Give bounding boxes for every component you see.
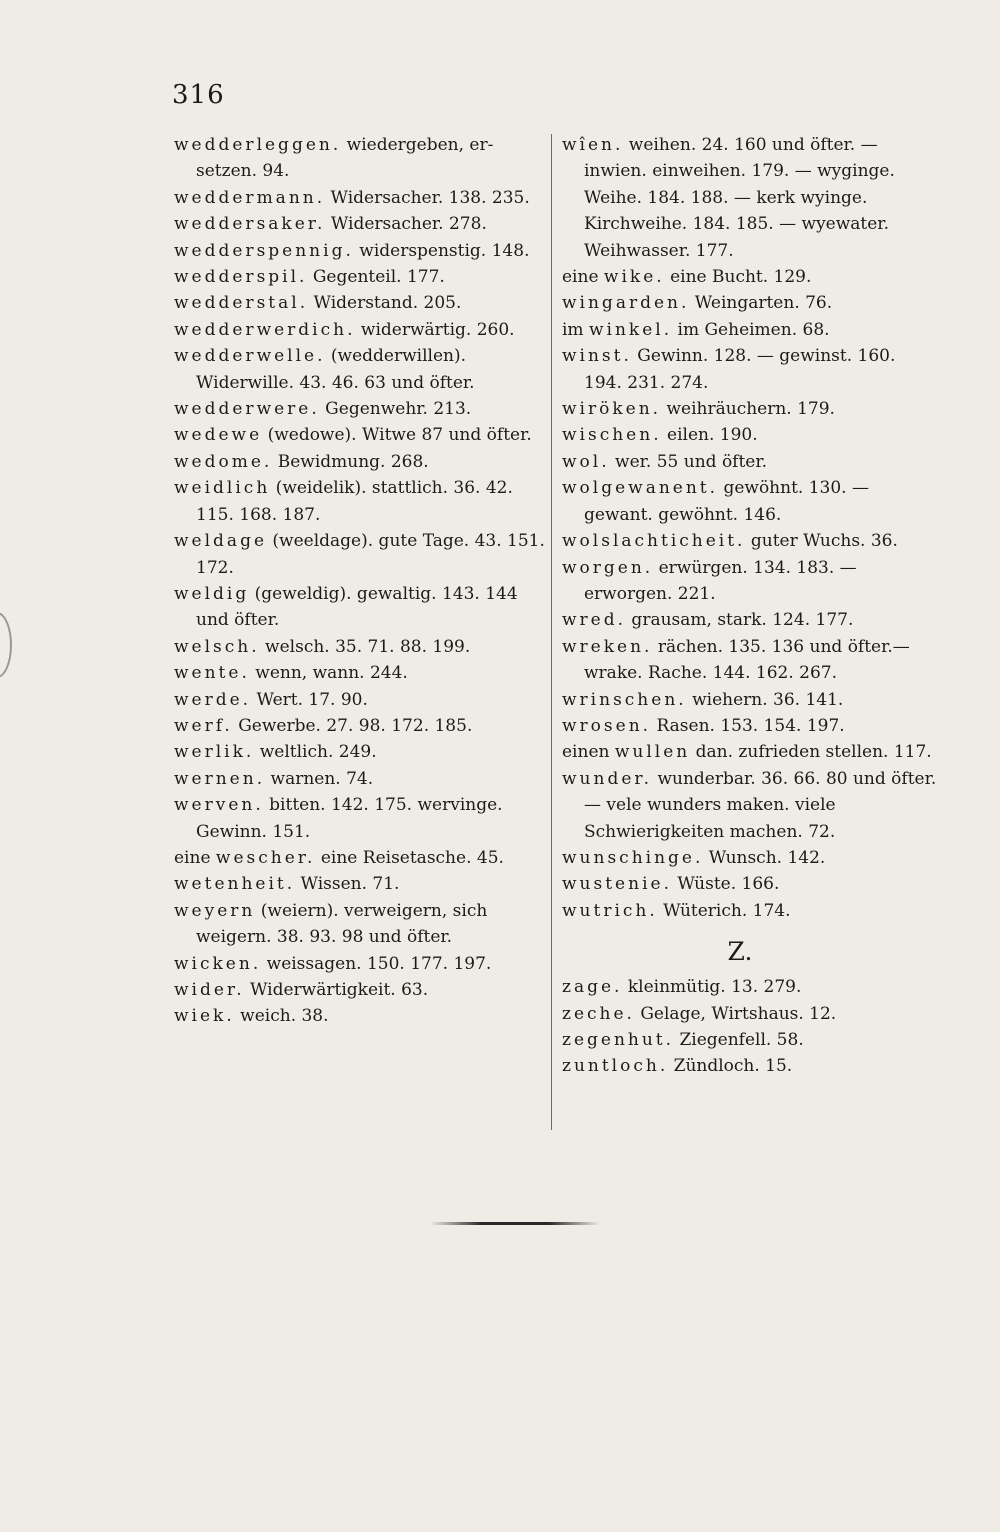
entry-headword: wernen. xyxy=(174,768,266,789)
entry-headword: wunschinge. xyxy=(562,847,704,868)
entry-headword: wike. xyxy=(603,267,665,288)
entry-headword: wreken. xyxy=(562,636,653,657)
section-z-entries xyxy=(562,974,938,1080)
entry-gloss: wiedergeben, er-setzen. 94. xyxy=(196,135,494,182)
entry-gloss: rächen. 135. 136 und öfter.— wrake. Rache. 144. 162. 267. xyxy=(584,636,910,684)
page-edge-mark xyxy=(0,612,12,678)
entry-gloss: Gegenteil. 177. xyxy=(307,267,445,288)
right-column xyxy=(562,132,938,1080)
entry-headword: wrosen. xyxy=(562,715,652,736)
index-entry xyxy=(174,739,546,765)
index-entry xyxy=(562,475,938,528)
index-entry xyxy=(174,581,546,634)
index-entry xyxy=(174,660,546,686)
index-entry xyxy=(562,396,938,422)
entry-headword: wedderwere. xyxy=(174,399,320,420)
section-heading: Z. xyxy=(727,937,753,967)
entry-headword: wiek. xyxy=(174,1006,235,1027)
entry-gloss: widerwärtig. 260. xyxy=(355,319,515,340)
entry-headword: winst. xyxy=(562,346,632,367)
index-entry xyxy=(562,1053,938,1079)
entry-headword: zeche. xyxy=(562,1003,635,1024)
entry-gloss: wunderbar. 36. 66. 80 und öfter. — vele wunders maken. viele Schwierigkeiten machen. 72. xyxy=(584,768,937,842)
entry-prefix: eine xyxy=(562,267,604,288)
index-entry xyxy=(562,871,938,897)
entry-prefix: im xyxy=(562,319,589,340)
entry-gloss: Gelage, Wirtshaus. 12. xyxy=(634,1003,837,1024)
entry-headword: wedderleggen. xyxy=(174,135,342,155)
entry-gloss: wenn, wann. 244. xyxy=(249,663,408,684)
index-entry xyxy=(174,634,546,660)
entry-gloss: (weeldage). gute Tage. 43. 151. 172. xyxy=(196,531,545,578)
index-entry xyxy=(174,422,546,448)
index-entry xyxy=(174,713,546,739)
index-entry xyxy=(562,290,938,316)
entry-headword: wescher. xyxy=(215,847,316,868)
entry-gloss: (wedderwillen). Widerwille. 43. 46. 63 und öfter. xyxy=(196,346,475,393)
entry-headword: wedderwelle. xyxy=(174,346,326,367)
entry-headword: weldage xyxy=(174,531,268,552)
entry-headword: wunder. xyxy=(562,768,653,789)
entry-gloss: widerspenstig. 148. xyxy=(353,240,530,261)
index-entry xyxy=(562,449,938,475)
index-entry xyxy=(174,951,546,977)
entry-headword: wedderstal. xyxy=(174,293,309,314)
index-entry xyxy=(174,132,546,185)
index-entry xyxy=(174,845,546,871)
entry-gloss: kleinmütig. 13. 279. xyxy=(622,977,802,998)
index-entry xyxy=(562,713,938,739)
entry-headword: wustenie. xyxy=(562,874,672,895)
index-entry xyxy=(562,607,938,633)
index-entry xyxy=(174,238,546,264)
index-entry xyxy=(174,898,546,951)
entry-gloss: Wüterich. 174. xyxy=(657,900,791,921)
entry-headword: wol. xyxy=(562,451,610,472)
entry-headword: wider. xyxy=(174,980,245,1000)
index-entry xyxy=(174,871,546,897)
entry-gloss: Widersacher. 138. 235. xyxy=(325,187,530,208)
index-entry xyxy=(562,264,938,290)
entry-gloss: eine Reisetasche. 45. xyxy=(315,847,504,868)
index-entry xyxy=(174,528,546,581)
entry-headword: wedewe xyxy=(174,425,263,446)
index-entry xyxy=(562,687,938,713)
entry-gloss: Gewinn. 128. — gewinst. 160. 194. 231. 274. xyxy=(584,346,896,393)
entry-gloss: Zündloch. 15. xyxy=(668,1056,793,1077)
index-entry xyxy=(174,185,546,211)
entry-gloss: (weiern). verweigern, sich weigern. 38. 93. 98 und öfter. xyxy=(196,900,488,948)
index-entry xyxy=(562,974,938,1000)
entry-headword: wullen xyxy=(614,742,691,763)
entry-gloss: (wedowe). Witwe 87 und öfter. xyxy=(262,425,532,446)
entry-gloss: warnen. 74. xyxy=(265,768,374,789)
entry-gloss: erwürgen. 134. 183. — erworgen. 221. xyxy=(584,557,857,604)
index-entry xyxy=(562,132,938,264)
entry-headword: wedderspennig. xyxy=(174,240,354,261)
entry-headword: wetenheit. xyxy=(174,874,296,895)
index-entry xyxy=(174,343,546,396)
entry-headword: wred. xyxy=(562,610,627,631)
entry-headword: wedome. xyxy=(174,451,273,472)
entry-headword: wutrich. xyxy=(562,900,658,921)
index-entry xyxy=(174,475,546,528)
entry-gloss: weich. 38. xyxy=(234,1006,329,1027)
entry-headword: zegenhut. xyxy=(562,1030,675,1050)
index-entry xyxy=(174,1003,546,1029)
entry-headword: zage. xyxy=(562,977,623,998)
index-entry xyxy=(174,766,546,792)
index-entry xyxy=(562,528,938,554)
entry-headword: wedderspil. xyxy=(174,267,308,288)
entry-gloss: Widerstand. 205. xyxy=(308,293,462,314)
entry-headword: wischen. xyxy=(562,425,662,446)
entry-gloss: (geweldig). gewaltig. 143. 144 und öfter. xyxy=(196,583,518,631)
entry-gloss: wiehern. 36. 141. xyxy=(686,689,844,710)
entry-gloss: weltlich. 249. xyxy=(254,742,377,763)
entry-gloss: grausam, stark. 124. 177. xyxy=(626,610,854,631)
entry-gloss: Wunsch. 142. xyxy=(703,847,826,868)
entry-gloss: Widersacher. 278. xyxy=(325,214,487,235)
entry-headword: wîen. xyxy=(562,135,624,155)
entry-gloss: Widerwärtigkeit. 63. xyxy=(244,980,429,1000)
entry-headword: wingarden. xyxy=(562,293,690,314)
index-entry xyxy=(562,1027,938,1053)
index-entry xyxy=(174,317,546,343)
index-entry xyxy=(562,845,938,871)
entry-headword: zuntloch. xyxy=(562,1056,669,1077)
entry-gloss: im Geheimen. 68. xyxy=(672,319,830,340)
entry-gloss: Ziegenfell. 58. xyxy=(674,1030,804,1050)
left-column xyxy=(174,132,546,1030)
index-entry xyxy=(562,317,938,343)
entry-gloss: Wert. 17. 90. xyxy=(251,689,368,710)
entry-gloss: Gegenwehr. 213. xyxy=(319,399,472,420)
index-entry xyxy=(562,343,938,396)
entry-gloss: weihen. 24. 160 und öfter. — inwien. einweihen. 179. — wyginge. Weihe. 184. 188. — kerk wyinge. Kirchweihe. 184. 185. — wyewater. Weihwasser. 177. xyxy=(584,135,895,261)
entry-headword: werven. xyxy=(174,795,264,816)
entry-headword: welsch. xyxy=(174,636,260,657)
entry-gloss: Rasen. 153. 154. 197. xyxy=(651,715,845,736)
entry-headword: wedderwerdich. xyxy=(174,319,356,340)
entry-headword: werf. xyxy=(174,715,233,736)
index-entry xyxy=(562,766,938,845)
right-column-entries xyxy=(562,132,938,924)
entry-headword: wolslachticheit. xyxy=(562,531,746,552)
entry-gloss: Bewidmung. 268. xyxy=(272,451,429,472)
entry-headword: weyern xyxy=(174,900,256,921)
entry-headword: weldig xyxy=(174,583,250,604)
entry-gloss: Gewerbe. 27. 98. 172. 185. xyxy=(232,715,473,736)
index-entry xyxy=(174,290,546,316)
entry-gloss: Weingarten. 76. xyxy=(689,293,833,314)
index-entry xyxy=(174,792,546,845)
entry-gloss: weihräuchern. 179. xyxy=(661,399,835,420)
entry-headword: werde. xyxy=(174,689,252,710)
entry-headword: wrinschen. xyxy=(562,689,687,710)
index-entry xyxy=(562,634,938,687)
entry-headword: worgen. xyxy=(562,557,654,578)
entry-headword: weidlich xyxy=(174,478,271,499)
index-entry xyxy=(174,211,546,237)
entry-gloss: eine Bucht. 129. xyxy=(664,267,812,288)
entry-gloss: bitten. 142. 175. wervinge. Gewinn. 151. xyxy=(196,795,503,842)
entry-gloss: dan. zufrieden stellen. 117. xyxy=(690,742,932,763)
index-entry xyxy=(174,264,546,290)
entry-gloss: welsch. 35. 71. 88. 199. xyxy=(259,636,471,657)
entry-headword: wente. xyxy=(174,663,250,684)
index-entry xyxy=(174,449,546,475)
index-entry xyxy=(562,1001,938,1027)
entry-gloss: eilen. 190. xyxy=(661,425,758,446)
entry-gloss: (weidelik). stattlich. 36. 42. 115. 168. 187. xyxy=(196,478,513,525)
index-entry xyxy=(562,422,938,448)
entry-prefix: einen xyxy=(562,742,615,763)
entry-headword: winkel. xyxy=(588,319,673,340)
entry-headword: wiröken. xyxy=(562,399,662,420)
entry-gloss: weissagen. 150. 177. 197. xyxy=(261,953,492,974)
column-divider xyxy=(551,134,552,1130)
index-entry xyxy=(174,687,546,713)
entry-gloss: guter Wuchs. 36. xyxy=(745,531,898,552)
index-entry xyxy=(562,898,938,924)
entry-headword: werlik. xyxy=(174,742,255,763)
entry-gloss: Wissen. 71. xyxy=(295,874,400,895)
entry-headword: weddermann. xyxy=(174,187,326,208)
index-entry xyxy=(562,555,938,608)
entry-headword: wicken. xyxy=(174,953,262,974)
entry-gloss: gewöhnt. 130. — gewant. gewöhnt. 146. xyxy=(584,478,869,525)
entry-gloss: Wüste. 166. xyxy=(671,874,780,895)
entry-headword: weddersaker. xyxy=(174,214,326,235)
index-entry xyxy=(174,977,546,1003)
page-number: 316 xyxy=(172,80,225,110)
index-entry xyxy=(562,739,938,765)
entry-headword: wolgewanent. xyxy=(562,478,719,499)
end-rule xyxy=(430,1222,600,1225)
entry-gloss: wer. 55 und öfter. xyxy=(609,451,768,472)
index-entry xyxy=(174,396,546,422)
entry-prefix: eine xyxy=(174,847,216,868)
